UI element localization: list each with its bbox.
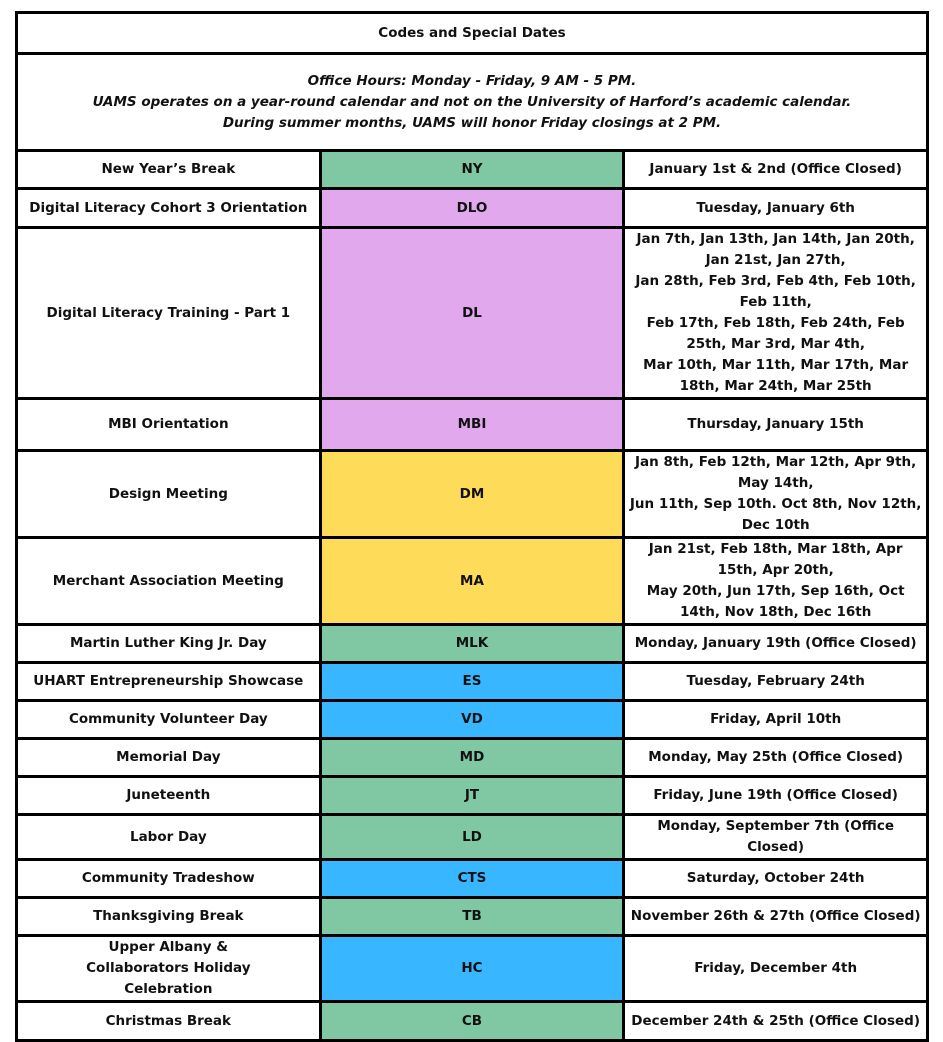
- date-line: Monday, January 19th (Office Closed): [634, 635, 917, 651]
- event-dates: [624, 739, 928, 777]
- event-code: MLK: [320, 625, 624, 663]
- event-dates: [624, 1002, 928, 1041]
- table-row: [17, 189, 928, 228]
- event-dates: [624, 815, 928, 860]
- event-code: MD: [320, 739, 624, 777]
- event-name: New Year’s Break: [17, 151, 321, 189]
- date-line: Jan 28th, Feb 3rd, Feb 4th, Feb 10th, Feb 11th,: [635, 273, 916, 310]
- event-code: MA: [320, 538, 624, 625]
- event-code: ES: [320, 663, 624, 701]
- event-name: Juneteenth: [17, 777, 321, 815]
- codes-table: [15, 11, 929, 1042]
- event-name: Community Volunteer Day: [17, 701, 321, 739]
- event-dates: [624, 701, 928, 739]
- table-row: [17, 451, 928, 538]
- table-row: [17, 898, 928, 936]
- table-row: [17, 860, 928, 898]
- date-line: Jan 8th, Feb 12th, Mar 12th, Apr 9th, May 14th,: [635, 454, 917, 491]
- event-name: Labor Day: [17, 815, 321, 860]
- event-code: JT: [320, 777, 624, 815]
- date-line: Friday, April 10th: [710, 711, 842, 727]
- event-code: CB: [320, 1002, 624, 1041]
- notes-cell: [17, 54, 928, 151]
- event-name: Digital Literacy Cohort 3 Orientation: [17, 189, 321, 228]
- event-name: Community Tradeshow: [17, 860, 321, 898]
- table-row: [17, 228, 928, 399]
- event-code: TB: [320, 898, 624, 936]
- event-dates: [624, 228, 928, 399]
- date-line: Friday, December 4th: [694, 960, 858, 976]
- event-code: NY: [320, 151, 624, 189]
- notes-row: [17, 54, 928, 151]
- date-line: January 1st & 2nd (Office Closed): [649, 161, 902, 177]
- table-row: [17, 936, 928, 1002]
- date-line: November 26th & 27th (Office Closed): [630, 908, 921, 924]
- event-dates: [624, 936, 928, 1002]
- event-name: Thanksgiving Break: [17, 898, 321, 936]
- office-hours-note: Office Hours: Monday - Friday, 9 AM - 5 PM.: [307, 72, 637, 89]
- event-code: HC: [320, 936, 624, 1002]
- calendar-note: UAMS operates on a year-round calendar and not on the University of Harford’s academic calendar.: [92, 93, 852, 110]
- event-dates: [624, 189, 928, 228]
- table-row: [17, 538, 928, 625]
- event-dates: [624, 860, 928, 898]
- date-line: Friday, June 19th (Office Closed): [653, 787, 898, 803]
- event-code: LD: [320, 815, 624, 860]
- event-name: Martin Luther King Jr. Day: [17, 625, 321, 663]
- date-line: December 24th & 25th (Office Closed): [631, 1012, 921, 1029]
- event-dates: [624, 898, 928, 936]
- table-row: [17, 625, 928, 663]
- date-line: May 20th, Jun 17th, Sep 16th, Oct 14th, Nov 18th, Dec 16th: [646, 583, 905, 620]
- table-title: Codes and Special Dates: [17, 13, 928, 54]
- date-line: Thursday, January 15th: [687, 416, 864, 432]
- event-name: Merchant Association Meeting: [17, 538, 321, 625]
- table-row: [17, 739, 928, 777]
- date-line: Monday, May 25th (Office Closed): [648, 749, 904, 765]
- date-line: Monday, September 7th (Office Closed): [657, 818, 894, 855]
- event-name: UHART Entrepreneurship Showcase: [17, 663, 321, 701]
- event-name: Design Meeting: [17, 451, 321, 538]
- event-dates: [624, 538, 928, 625]
- date-line: Tuesday, January 6th: [696, 199, 855, 216]
- table-row: [17, 399, 928, 451]
- event-code: DL: [320, 228, 624, 399]
- event-dates: [624, 151, 928, 189]
- table-row: [17, 777, 928, 815]
- event-code: DM: [320, 451, 624, 538]
- table-row: [17, 663, 928, 701]
- date-line: Jan 21st, Feb 18th, Mar 18th, Apr 15th, Apr 20th,: [648, 541, 903, 578]
- event-code: MBI: [320, 399, 624, 451]
- event-name: Christmas Break: [17, 1002, 321, 1041]
- event-name: Digital Literacy Training - Part 1: [17, 228, 321, 399]
- summer-note: During summer months, UAMS will honor Friday closings at 2 PM.: [222, 114, 722, 131]
- event-code: DLO: [320, 189, 624, 228]
- event-dates: [624, 451, 928, 538]
- date-line: Saturday, October 24th: [686, 870, 865, 886]
- event-name: Memorial Day: [17, 739, 321, 777]
- event-dates: [624, 777, 928, 815]
- date-line: Mar 10th, Mar 11th, Mar 17th, Mar 18th, Mar 24th, Mar 25th: [643, 357, 909, 394]
- event-dates: [624, 625, 928, 663]
- table-row: [17, 1002, 928, 1041]
- date-line: Feb 17th, Feb 18th, Feb 24th, Feb 25th, Mar 3rd, Mar 4th,: [646, 315, 905, 352]
- event-name: MBI Orientation: [17, 399, 321, 451]
- event-dates: [624, 663, 928, 701]
- title-row: [17, 13, 928, 54]
- table-row: [17, 815, 928, 860]
- event-name: Upper Albany & Collaborators Holiday Celebration: [17, 936, 321, 1002]
- date-line: Jan 7th, Jan 13th, Jan 14th, Jan 20th, Jan 21st, Jan 27th,: [636, 231, 915, 268]
- table-row: [17, 151, 928, 189]
- event-dates: [624, 399, 928, 451]
- date-line: Jun 11th, Sep 10th. Oct 8th, Nov 12th, Dec 10th: [629, 496, 922, 533]
- event-code: VD: [320, 701, 624, 739]
- event-code: CTS: [320, 860, 624, 898]
- table-row: [17, 701, 928, 739]
- date-line: Tuesday, February 24th: [686, 673, 865, 689]
